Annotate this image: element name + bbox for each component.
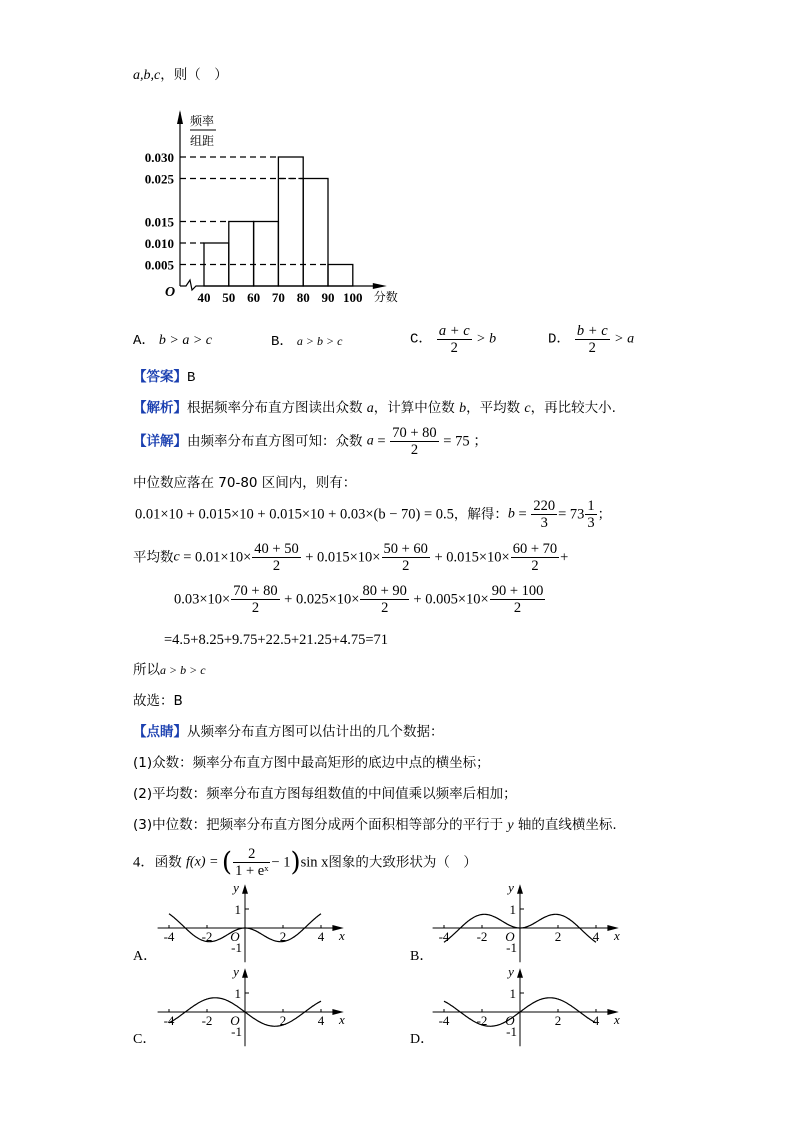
- graph-option-c[interactable]: [133, 964, 345, 1047]
- y-axis-arrow: [517, 968, 523, 978]
- denominator: 1 + eˣ: [235, 863, 269, 879]
- y-tick-label: 1: [509, 986, 516, 1001]
- y-axis-label: y: [233, 879, 239, 895]
- y-axis-label-denominator: 组距: [189, 134, 215, 148]
- analysis-text: ，平均数: [466, 400, 525, 416]
- graph-option-d[interactable]: [410, 964, 620, 1047]
- y-tick-label: -1: [506, 1024, 517, 1039]
- y-tick-label: 0.015: [144, 214, 174, 230]
- origin-label: O: [505, 1013, 515, 1028]
- x-tick-label: -4: [163, 929, 175, 944]
- y-axis-arrow: [177, 110, 183, 124]
- option-a[interactable]: [133, 332, 212, 350]
- denominator: 3: [587, 515, 595, 531]
- x-tick-label: 100: [343, 290, 363, 305]
- numerator: 220: [533, 498, 556, 514]
- mean-label: 平均数: [133, 549, 174, 566]
- tip-item-2: (2)平均数：频率分布直方图每组数值的中间值乘以频率后相加；: [133, 786, 517, 802]
- minus-one: − 1: [271, 854, 291, 871]
- x-tick-label: 70: [271, 290, 285, 305]
- y-tick-label: -1: [231, 1024, 242, 1039]
- y-tick-label: 1: [509, 902, 516, 917]
- median-fraction: [531, 498, 557, 531]
- origin-label: O: [164, 285, 176, 300]
- numerator: 80 + 90: [362, 583, 407, 599]
- option-d-label: D．: [548, 331, 571, 348]
- median-interval-text: 中位数应落在 70-80 区间内，则有：: [133, 475, 357, 491]
- y-axis-label-numerator: 频率: [189, 114, 215, 128]
- answer-value: B: [187, 370, 196, 386]
- x-tick-label: -2: [476, 1013, 488, 1028]
- x-tick-label: 4: [317, 1013, 325, 1028]
- var-y: y: [507, 818, 514, 833]
- solve-text: ，解得：: [453, 506, 508, 523]
- detail-line-1: [133, 425, 488, 458]
- answer-line: [133, 368, 195, 387]
- denominator: 2: [272, 558, 281, 574]
- term-coef: + 0.015×10×: [434, 549, 510, 566]
- detail-text: 由频率分布直方图可知：众数: [187, 433, 367, 450]
- tip-item-1: (1)众数：频率分布直方图中最高矩形的底边中点的横坐标；: [133, 755, 490, 771]
- term-fraction: [252, 541, 300, 574]
- tip-text: (3)中位数：把频率分布直方图分成两个面积相等部分的平行于: [133, 817, 508, 833]
- y-tick-label: -1: [506, 940, 517, 955]
- term-coef: + 0.025×10×: [284, 591, 360, 608]
- final-choice: 故选：B: [133, 693, 183, 709]
- histogram-bar: [278, 157, 303, 286]
- option-a-label: A．: [133, 333, 156, 349]
- conclusion-text: 所以: [133, 662, 160, 678]
- x-tick-label: 2: [279, 929, 287, 944]
- var-a: a: [366, 433, 374, 449]
- x-tick-label: 80: [296, 290, 310, 305]
- y-tick-label: 0.025: [144, 171, 174, 187]
- origin-label: O: [230, 1013, 240, 1028]
- mean-row-1: [133, 541, 568, 574]
- numerator: 1: [587, 498, 595, 514]
- analysis-line: [133, 399, 616, 418]
- x-tick-label: -4: [438, 1013, 450, 1028]
- tips-tag: 【点睛】: [133, 724, 187, 740]
- option-b-expr: a > b > c: [296, 334, 343, 348]
- option-d-fraction: [575, 323, 610, 356]
- option-a-expr: b > a > c: [158, 333, 213, 348]
- denominator: 2: [251, 600, 260, 616]
- stem-variables: a,b,c: [133, 68, 161, 83]
- conclusion-expr: a > b > c: [160, 663, 206, 677]
- numerator: 60 + 70: [512, 541, 558, 557]
- term-coef: + 0.005×10×: [413, 591, 489, 608]
- x-axis-with-break: [180, 280, 381, 290]
- median-equation-text: 0.01×10 + 0.015×10 + 0.015×10 + 0.03×(b − 70) = 0.5: [135, 506, 454, 523]
- term-fraction: [231, 583, 279, 616]
- option-d[interactable]: [548, 323, 634, 356]
- numerator: 70 + 80: [233, 583, 278, 599]
- analysis-text: ，再比较大小.: [530, 400, 616, 416]
- term-fraction: [511, 541, 559, 574]
- x-tick-label: -2: [201, 1013, 213, 1028]
- option-c[interactable]: [410, 323, 496, 356]
- x-axis-label: x: [614, 928, 620, 943]
- var-c: c: [173, 549, 180, 565]
- x-axis-arrow: [373, 283, 387, 289]
- term-coef: 0.03×10×: [174, 591, 231, 608]
- option-d-rhs: > a: [614, 331, 635, 347]
- term-coef: + 0.015×10×: [305, 549, 381, 566]
- numerator: 40 + 50: [254, 541, 299, 557]
- x-axis-label: x: [614, 1012, 620, 1027]
- y-tick-label: -1: [231, 940, 242, 955]
- mean-sum: =4.5+8.25+9.75+22.5+21.25+4.75=71: [164, 632, 388, 648]
- origin-label: O: [230, 929, 240, 944]
- median-equation: 0.01×10 + 0.015×10 + 0.015×10 + 0.03×(b − 70) = 0.5，解得：b = $\frac{220}{3}$ = 73 $\frac{1}{3}$ ；: [135, 498, 612, 531]
- x-tick-label: 60: [247, 290, 261, 305]
- var-c: c: [524, 401, 531, 416]
- x-tick-label: -2: [476, 929, 488, 944]
- numerator: 50 + 60: [383, 541, 428, 557]
- option-c-fraction: [437, 323, 472, 356]
- analysis-tag: 【解析】: [133, 400, 187, 416]
- question-4-stem: 4．函数 f(x) = ( $\frac{2}{\text{1 + eˣ}}$ − 1)sin x图象的大致形状为（ ）: [133, 846, 477, 879]
- denominator: 2: [381, 600, 389, 616]
- mode-fraction: [390, 425, 438, 458]
- y-axis-label: y: [508, 963, 514, 979]
- x-tick-label: -4: [163, 1013, 175, 1028]
- option-b-label: B．: [271, 334, 294, 350]
- x-tick-label: 40: [197, 290, 211, 305]
- tip-item-3: [133, 816, 617, 835]
- q4-graphs: [0, 870, 794, 1070]
- denominator: 2: [410, 442, 419, 458]
- term-fraction: [490, 583, 546, 616]
- y-tick-label: 1: [234, 986, 241, 1001]
- x-tick-label: 2: [554, 929, 562, 944]
- y-tick-label: 0.030: [144, 150, 174, 165]
- graph-option-label: D．: [410, 1032, 435, 1047]
- option-c-rhs: > b: [476, 331, 497, 347]
- histogram-bar: [229, 222, 254, 287]
- mixed-fraction: [585, 498, 596, 531]
- option-d-denominator: 2: [588, 340, 596, 356]
- equals: =: [373, 433, 390, 450]
- y-axis-arrow: [242, 884, 248, 894]
- graph-option-label: A．: [133, 949, 158, 964]
- x-axis-label: 分数: [373, 290, 398, 304]
- var-a: a: [366, 401, 374, 416]
- graph-option-label: C．: [133, 1032, 157, 1047]
- graph-option-label: B．: [410, 949, 434, 964]
- semicolon: ；: [597, 506, 612, 523]
- histogram-bar: [328, 265, 353, 287]
- function-name: f(x) =: [186, 854, 222, 870]
- x-tick-label: 50: [222, 290, 236, 305]
- plus: +: [560, 549, 569, 566]
- graph-option-a[interactable]: [133, 880, 345, 964]
- question-text: 图象的大致形状为（ ）: [328, 854, 477, 871]
- tip-text: 轴的直线横坐标.: [513, 817, 617, 833]
- tips-line: [133, 723, 444, 742]
- var-b: b: [459, 401, 467, 416]
- histogram-bar: [303, 179, 328, 287]
- mean-row-2: [174, 583, 546, 616]
- analysis-text: 根据频率分布直方图读出众数: [187, 400, 367, 416]
- tips-intro: 从频率分布直方图可以估计出的几个数据：: [187, 724, 444, 740]
- x-tick-label: 4: [592, 929, 600, 944]
- y-axis-label: y: [508, 879, 514, 895]
- detail-tag: 【详解】: [133, 433, 187, 450]
- mixed-whole: = 73: [558, 506, 585, 523]
- option-d-numerator: b + c: [576, 323, 608, 339]
- term-fraction: [382, 541, 430, 574]
- x-tick-label: -4: [438, 929, 450, 944]
- option-b[interactable]: [271, 332, 342, 351]
- sin-x: sin x: [300, 854, 329, 871]
- denominator: 3: [540, 515, 548, 531]
- question-number: 4．: [133, 854, 155, 871]
- denominator: 2: [402, 558, 410, 574]
- x-tick-label: 2: [279, 1013, 287, 1028]
- option-c-label: C．: [410, 331, 433, 348]
- x-tick-label: 2: [554, 1013, 562, 1028]
- y-tick-label: 0.010: [144, 236, 174, 251]
- x-tick-label: 90: [321, 290, 335, 305]
- denominator: 2: [531, 558, 539, 574]
- stem-suffix: ，则（ ）: [160, 67, 228, 83]
- frequency-histogram: [0, 0, 794, 320]
- numerator: 90 + 100: [491, 583, 544, 599]
- graph-option-b[interactable]: [410, 880, 620, 964]
- numerator: 70 + 80: [392, 425, 437, 441]
- numerator: 2: [233, 846, 270, 863]
- y-axis-label: y: [233, 963, 239, 979]
- answer-tag: 【答案】: [133, 369, 187, 385]
- analysis-text: ，计算中位数: [373, 400, 460, 416]
- x-axis-label: x: [339, 928, 345, 943]
- x-tick-label: 4: [592, 1013, 600, 1028]
- option-c-denominator: 2: [450, 340, 458, 356]
- option-c-numerator: a + c: [438, 323, 470, 339]
- term-fraction: [360, 583, 408, 616]
- y-axis-arrow: [517, 884, 523, 894]
- conclusion-line: [133, 661, 206, 680]
- origin-label: O: [505, 929, 515, 944]
- y-axis-arrow: [242, 968, 248, 978]
- detail-line-2: [133, 474, 356, 493]
- mode-result: = 75 ；: [439, 433, 488, 450]
- histogram-bar: [254, 222, 279, 287]
- x-axis-label: x: [339, 1012, 345, 1027]
- x-tick-label: -2: [201, 929, 213, 944]
- term-coef: = 0.01×10×: [183, 549, 252, 566]
- var-b: b: [507, 506, 515, 522]
- question-text: 函数: [154, 854, 187, 871]
- y-tick-label: 1: [234, 902, 241, 917]
- x-tick-label: 4: [317, 929, 325, 944]
- denominator: 2: [513, 600, 522, 616]
- y-tick-label: 0.005: [144, 257, 174, 273]
